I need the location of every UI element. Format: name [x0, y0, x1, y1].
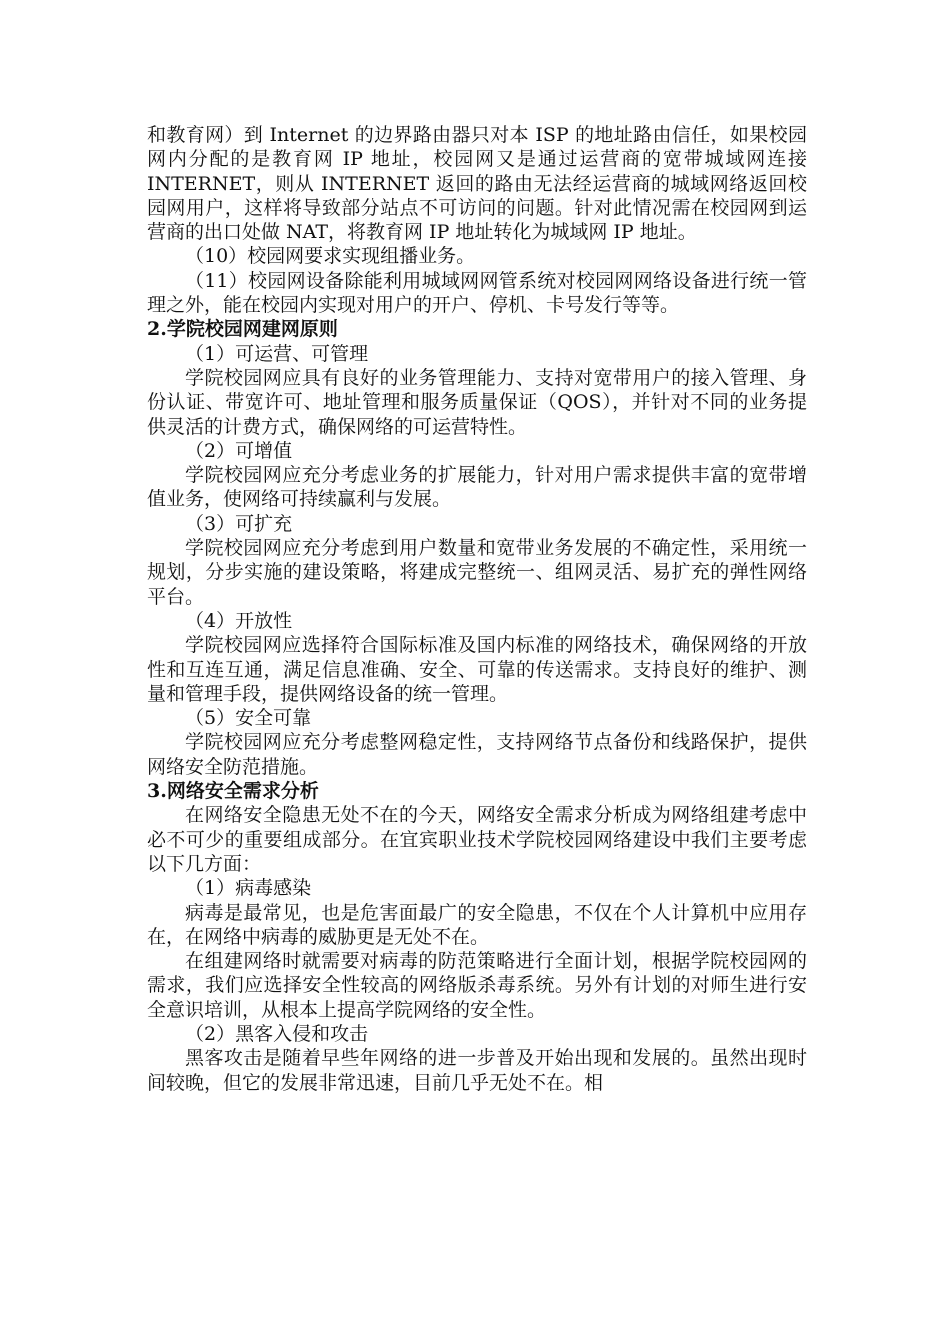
paragraph: 学院校园网应充分考虑业务的扩展能力，针对用户需求提供丰富的宽带增值业务，使网络可持续赢利与发展。 [147, 464, 807, 511]
list-item: （5）安全可靠 [185, 707, 312, 730]
list-item: （2）黑客入侵和攻击 [185, 1022, 369, 1045]
paragraph: 黑客攻击是随着早些年网络的进一步普及开始出现和发展的。虽然出现时间较晚，但它的发展非常迅速，目前几乎无处不在。相 [147, 1047, 807, 1094]
paragraph: 在组建网络时就需要对病毒的防范策略进行全面计划，根据学院校园网的需求，我们应选择安全性较高的网络版杀毒系统。另外有计划的对师生进行安全意识培训，从根本上提高学院网络的安全性。 [147, 950, 807, 1021]
paragraph: 和教育网）到 Internet 的边界路由器只对本 ISP 的地址路由信任，如果校园网内分配的是教育网 IP 地址，校园网又是通过运营商的宽带城域网连接 INTERNET，则从 INTERNET 返回的路由无法经运营商的城域网络返回校园网用户，这样将导致部分站点不可访问的问题。针对此情况需在校园网到运营商的出口处做 NAT，将教育网 IP 地址转化为城域网 IP 地址。 [147, 124, 807, 244]
list-item: （2）可增值 [185, 439, 293, 462]
section-heading: 2.学院校园网建网原则 [147, 318, 338, 341]
list-item: （1）可运营、可管理 [185, 342, 369, 365]
paragraph: 学院校园网应充分考虑整网稳定性，支持网络节点备份和线路保护，提供网络安全防范措施。 [147, 731, 807, 778]
list-item: （1）病毒感染 [185, 877, 312, 900]
paragraph: 在网络安全隐患无处不在的今天，网络安全需求分析成为网络组建考虑中必不可少的重要组成部分。在宜宾职业技术学院校园网络建设中我们主要考虑以下几方面： [147, 804, 807, 875]
section-heading: 3.网络安全需求分析 [147, 780, 319, 803]
paragraph: 学院校园网应选择符合国际标准及国内标准的网络技术，确保网络的开放性和互连互通，满足信息准确、安全、可靠的传送需求。支持良好的维护、测量和管理手段，提供网络设备的统一管理。 [147, 634, 807, 705]
list-item: （10）校园网要求实现组播业务。 [185, 245, 476, 268]
paragraph: （11）校园网设备除能利用城域网网管系统对校园网网络设备进行统一管理之外，能在校园内实现对用户的开户、停机、卡号发行等等。 [147, 269, 807, 317]
list-item: （4）开放性 [185, 609, 293, 632]
document-page [147, 123, 807, 1095]
paragraph: 学院校园网应充分考虑到用户数量和宽带业务发展的不确定性，采用统一规划，分步实施的建设策略，将建成完整统一、组网灵活、易扩充的弹性网络平台。 [147, 537, 807, 608]
paragraph: 病毒是最常见，也是危害面最广的安全隐患，不仅在个人计算机中应用存在，在网络中病毒的威胁更是无处不在。 [147, 901, 807, 948]
paragraph: 学院校园网应具有良好的业务管理能力、支持对宽带用户的接入管理、身份认证、带宽许可、地址管理和服务质量保证（QOS），并针对不同的业务提供灵活的计费方式，确保网络的可运营特性。 [147, 366, 807, 438]
list-item: （3）可扩充 [185, 512, 293, 535]
